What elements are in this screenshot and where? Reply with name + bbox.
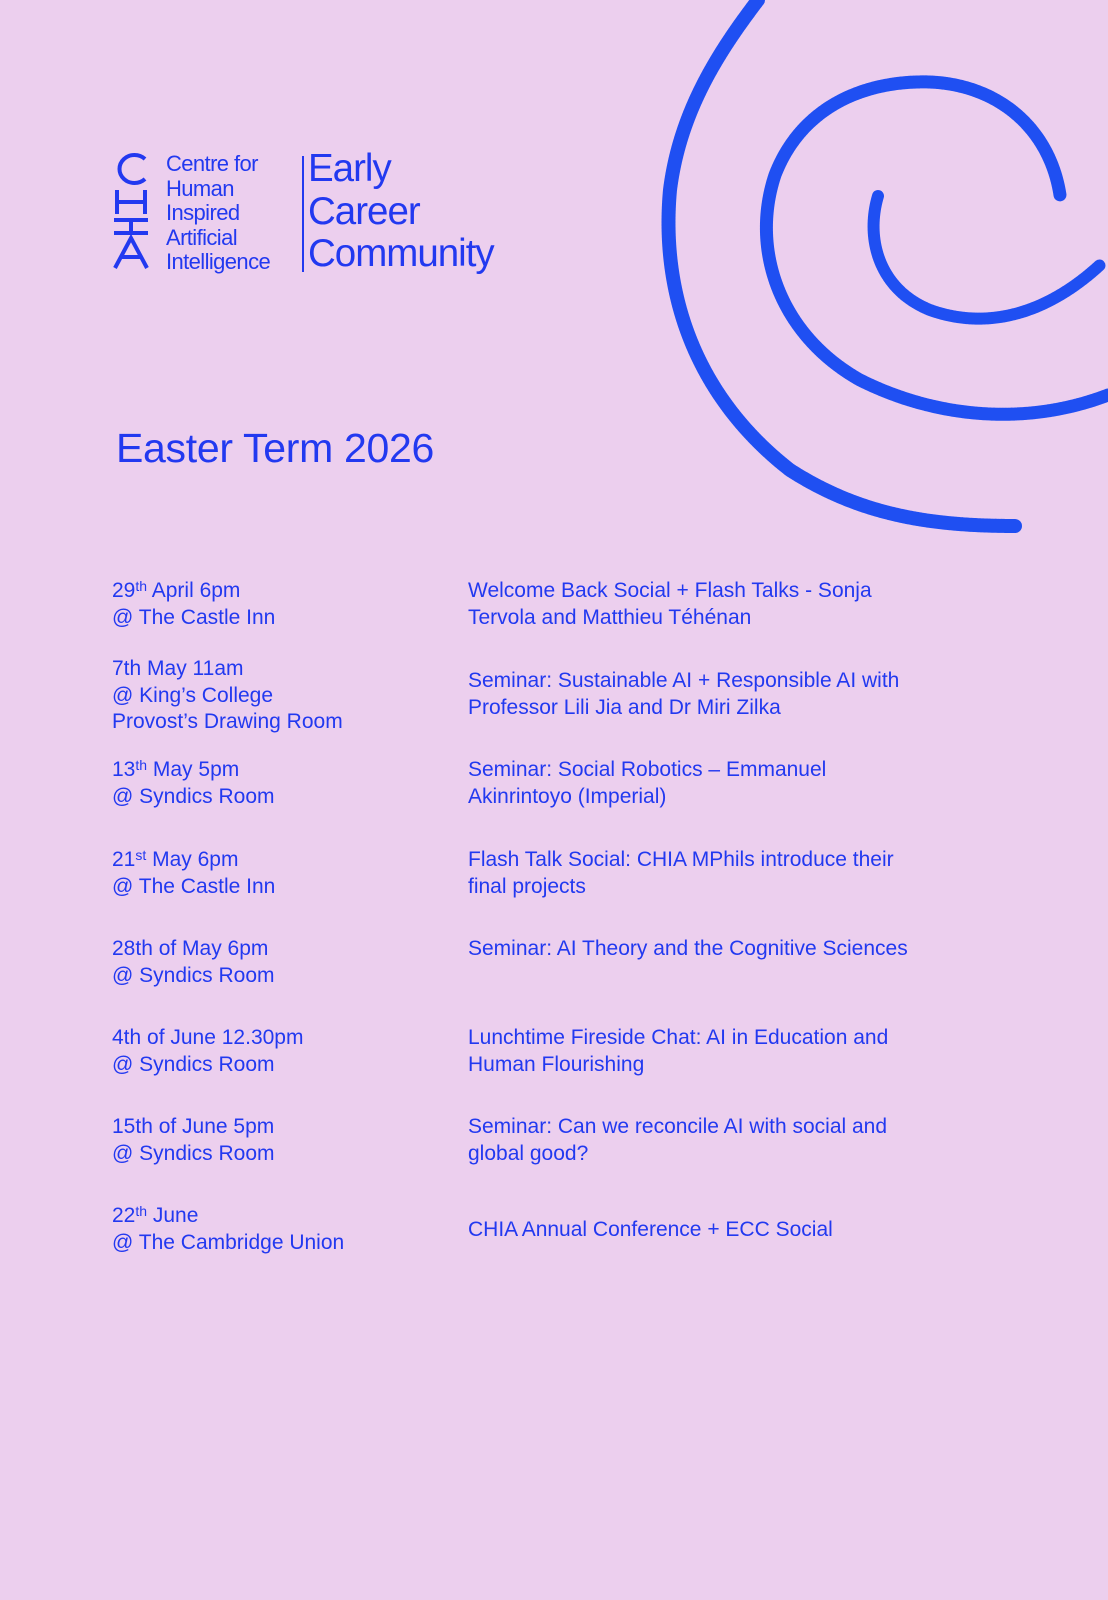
centre-line: Artificial [166,224,238,250]
event-date: 4th of June 12.30pm [112,1026,304,1049]
event-date-venue [112,578,442,631]
centre-line: Inspired [166,200,240,226]
event-venue: @ Syndics Room [112,1052,275,1076]
community-line: Early [308,147,391,190]
event-description: Flash Talk Social: CHIA MPhils introduce their final projects [468,848,894,898]
event-date-venue [112,1114,442,1167]
centre-line: Intelligence [166,249,271,275]
community-line: Community [308,232,494,275]
event-description: Seminar: Can we reconcile AI with social and global good? [468,1115,888,1165]
event-description: Seminar: Social Robotics – Emmanuel Akinrintoyo (Imperial) [468,758,827,808]
event-date-venue [112,847,442,900]
event-description: CHIA Annual Conference + ECC Social [468,1218,833,1241]
event-venue: @ The Castle Inn [112,605,276,629]
event-description: Seminar: Sustainable AI + Responsible AI with Professor Lili Jia and Dr Miri Zilka [468,669,900,719]
event-venue: @ Syndics Room [112,1141,275,1165]
community-line: Career [308,189,420,233]
event-date-venue [112,656,442,736]
event-venue: @ The Cambridge Union [112,1230,345,1254]
event-date-venue [112,1203,442,1256]
event-venue: @ The Castle Inn [112,874,276,898]
event-date: 13th May 5pm [112,757,240,781]
event-description: Lunchtime Fireside Chat: AI in Education and Human Flourishing [468,1026,889,1076]
event-date: 22th June [112,1203,199,1227]
page-title: Easter Term 2026 [116,425,435,471]
event-date-venue [112,757,442,810]
chia-logo-mark [112,152,152,272]
event-venue: @ Syndics Room [112,784,275,808]
logo-divider [302,156,304,272]
community-name [308,148,494,276]
event-description: Welcome Back Social + Flash Talks - Sonja Tervola and Matthieu Téhénan [468,579,872,629]
event-date: 29th April 6pm [112,578,241,602]
event-date: 15th of June 5pm [112,1115,275,1138]
centre-line: Human [166,175,234,201]
centre-name [166,152,270,275]
event-venue: @ Syndics Room [112,963,275,987]
event-venue: @ King’s College [112,683,274,707]
event-date: 28th of May 6pm [112,937,269,960]
event-date: 7th May 11am [112,657,244,680]
event-date-venue [112,1025,442,1078]
event-venue-detail: Provost’s Drawing Room [112,710,343,733]
event-description: Seminar: AI Theory and the Cognitive Sciences [468,937,908,960]
event-date-venue [112,936,442,989]
event-date: 21st May 6pm [112,847,239,871]
centre-line: Centre for [166,151,258,176]
